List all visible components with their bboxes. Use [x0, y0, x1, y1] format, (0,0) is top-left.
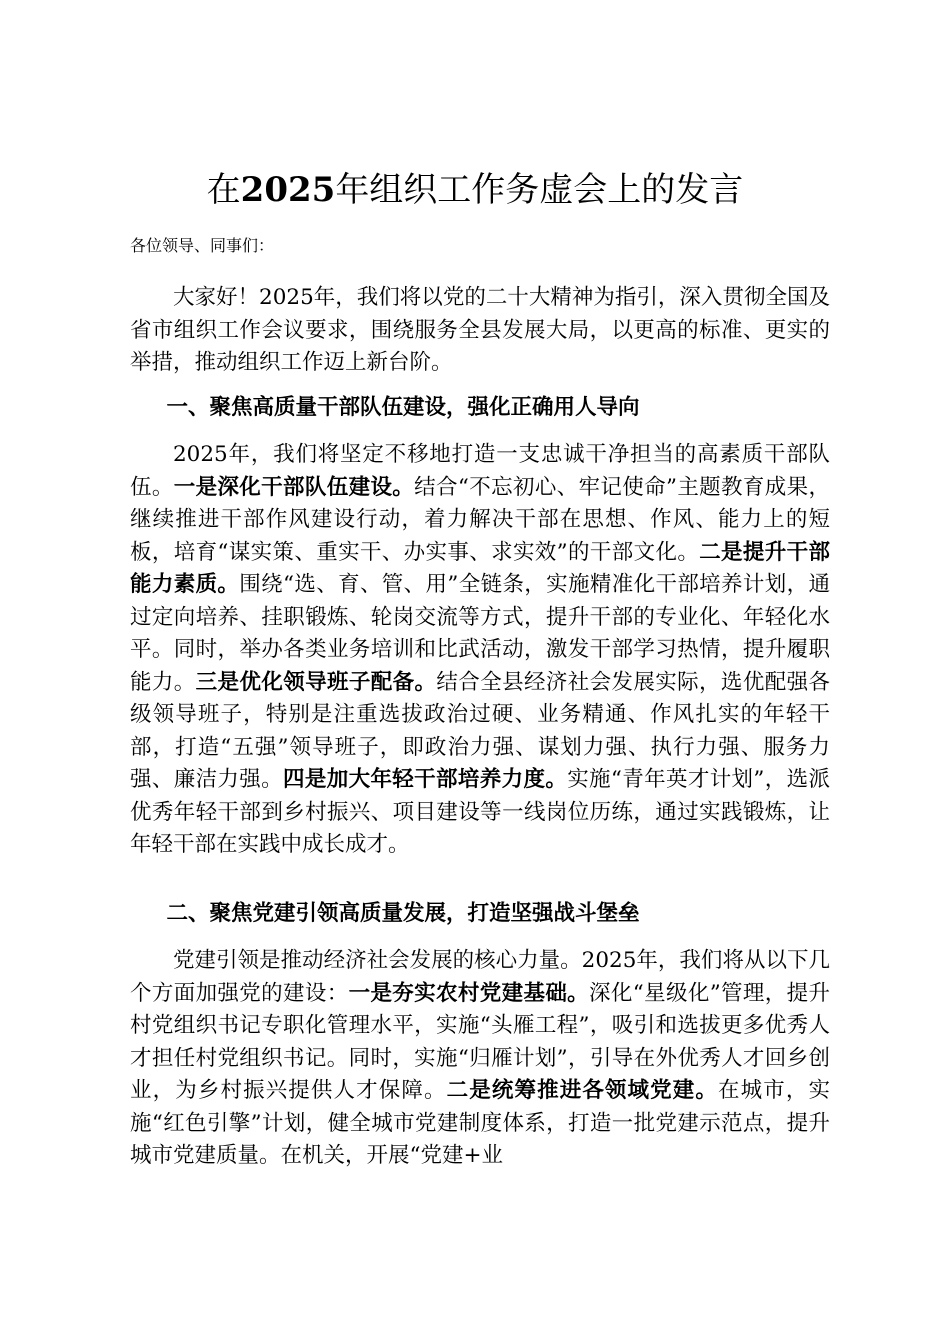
section2-point2-text: 在城市，实施“红色引擎”计划，健全城市党建制度体系，打造一批党建示范点，提升城市党建质量。在机关，开展“党建+业 — [130, 1078, 830, 1168]
section2-point1-text: 深化“星级化”管理，提升村党组织书记专职化管理水平，实施“头雁工程”，吸引和选拔更多优秀人才担任村党组织书记。同时，实施“归雁计划”，引导在外优秀人才回乡创业，为乡村振兴提供人才保障。 — [130, 980, 830, 1103]
section1-heading-block — [130, 392, 830, 425]
section1-point1-title: 一是深化干部队伍建设。 — [173, 474, 415, 500]
section2-body-block — [130, 945, 830, 1173]
title-prefix: 在 — [206, 170, 241, 210]
section2-point2-title: 二是统筹推进各领域党建。 — [446, 1078, 719, 1103]
section2-paragraph — [130, 945, 830, 1173]
document-title — [0, 166, 950, 214]
section1-point4-title: 四是加大年轻干部培养力度。 — [283, 767, 568, 792]
section1-heading: 一、聚焦高质量干部队伍建设，强化正确用人导向 — [166, 395, 640, 420]
salutation: 各位领导、同事们： — [130, 236, 275, 255]
title-suffix: 年组织工作务虚会上的发言 — [335, 170, 744, 210]
section1-body-block — [130, 439, 830, 862]
intro-block — [130, 282, 830, 380]
section2-heading-block — [130, 898, 830, 931]
section2-point1-title: 一是夯实农村党建基础。 — [348, 980, 590, 1006]
intro-paragraph: 大家好！2025年，我们将以党的二十大精神为指引，深入贯彻全国及省市组织工作会议要求，围绕服务全县发展大局，以更高的标准、更实的举措，推动组织工作迈上新台阶。 — [130, 285, 830, 375]
section1-point2-title: 二是提升干部能力素质。 — [130, 539, 830, 597]
section1-point4-text: 实施“青年英才计划”，选派优秀年轻干部到乡村振兴、项目建设等一线岗位历练，通过实践锻炼，让年轻干部在实践中成长成才。 — [130, 767, 830, 857]
section2-heading: 二、聚焦党建引领高质量发展，打造坚强战斗堡垒 — [166, 901, 640, 926]
section2-lead: 党建引领是推动经济社会发展的核心力量。2025年，我们将从以下几个方面加强党的建设： — [130, 948, 830, 1006]
section1-point3-text: 结合全县经济社会发展实际，选优配强各级领导班子，特别是注重选拔政治过硬、业务精通、作风扎实的年轻干部，打造“五强”领导班子，即政治力强、谋划力强、执行力强、服务力强、廉洁力强。 — [130, 669, 830, 792]
title-year: 2025 — [240, 170, 336, 210]
section1-paragraph — [130, 439, 830, 862]
section1-lead: 2025年，我们将坚定不移地打造一支忠诚干净担当的高素质干部队伍。 — [130, 442, 830, 500]
section1-point1-text: 结合“不忘初心、牢记使命”主题教育成果，继续推进干部作风建设行动，着力解决干部在思想、作风、能力上的短板，培育“谋实策、重实干、办实事、求实效”的干部文化。 — [130, 474, 830, 565]
section1-point2-text: 围绕“选、育、管、用”全链条，实施精准化干部培养计划，通过定向培养、挂职锻炼、轮岗交流等方式，提升干部的专业化、年轻化水平。同时，举办各类业务培训和比武活动，激发干部学习热情，提升履职能力。 — [130, 572, 830, 695]
section1-point3-title: 三是优化领导班子配备。 — [195, 669, 437, 695]
